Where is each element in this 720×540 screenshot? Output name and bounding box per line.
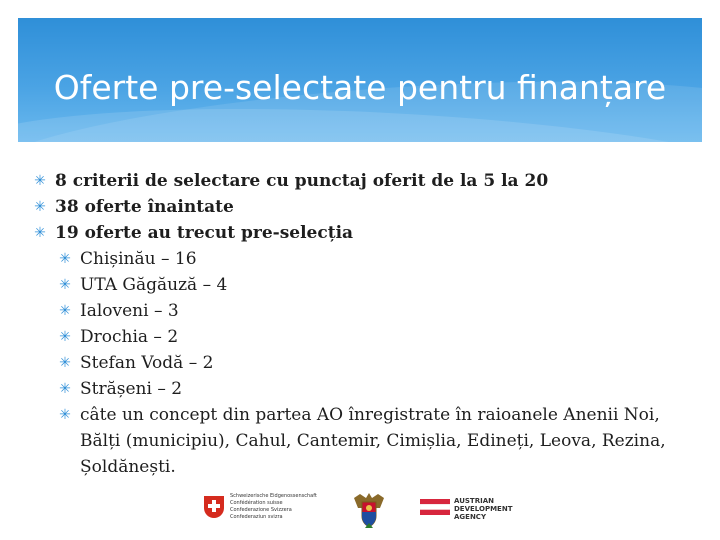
bullet-item: [30, 350, 700, 376]
bullet-star-icon: ✳: [59, 303, 71, 319]
bullet-item: [30, 272, 700, 298]
austria-logo-text: AUSTRIAN DEVELOPMENT AGENCY: [454, 497, 513, 521]
slide-title: Oferte pre-selectate pentru finanțare: [53, 68, 667, 107]
bullet-text: 38 oferte înaintate: [55, 197, 234, 217]
bullet-star-icon: ✳: [59, 355, 71, 371]
bullet-list: [30, 168, 700, 480]
bullet-star-icon: ✳: [34, 199, 46, 215]
bullet-star-icon: ✳: [59, 329, 71, 345]
swiss-logo-text: Schweizerische Eidgenossenschaft Confédération suisse Confederazione Svizzera Confederaziun svizra: [230, 493, 317, 520]
bullet-star-icon: ✳: [34, 173, 46, 189]
bullet-item: [30, 402, 700, 480]
swiss-flag-logo: [204, 496, 224, 518]
bullet-star-icon: ✳: [59, 407, 71, 423]
bullet-item: [30, 376, 700, 402]
bullet-star-icon: ✳: [34, 225, 46, 241]
bullet-star-icon: ✳: [59, 251, 71, 267]
bullet-item: [30, 194, 700, 220]
bullet-text: Stefan Vodă – 2: [80, 353, 214, 373]
bullet-text: UTA Găgăuză – 4: [80, 275, 228, 295]
bullet-text: Strășeni – 2: [80, 379, 183, 399]
bullet-item: [30, 246, 700, 272]
logo-footer: [0, 490, 720, 540]
bullet-item: [30, 298, 700, 324]
bullet-text: 19 oferte au trecut pre-selecția: [55, 223, 354, 243]
bullet-text: câte un concept din partea AO înregistrate în raioanele Anenii Noi, Bălți (municipiu), Cahul, Cantemir, Cimișlia, Edineți, Leova, Rezina, Șoldănești.: [80, 405, 666, 477]
bullet-star-icon: ✳: [59, 381, 71, 397]
bullet-item: [30, 324, 700, 350]
bullet-item: [30, 168, 700, 194]
bullet-text: Drochia – 2: [80, 327, 179, 347]
title-banner: [18, 18, 702, 142]
moldova-coat-of-arms-logo: [352, 490, 386, 530]
bullet-text: Chișinău – 16: [80, 249, 197, 269]
austria-flag-logo: [420, 499, 450, 515]
bullet-text: 8 criterii de selectare cu punctaj oferit de la 5 la 20: [55, 171, 549, 191]
bullet-text: Ialoveni – 3: [80, 301, 179, 321]
bullet-star-icon: ✳: [59, 277, 71, 293]
bullet-item: [30, 220, 700, 246]
